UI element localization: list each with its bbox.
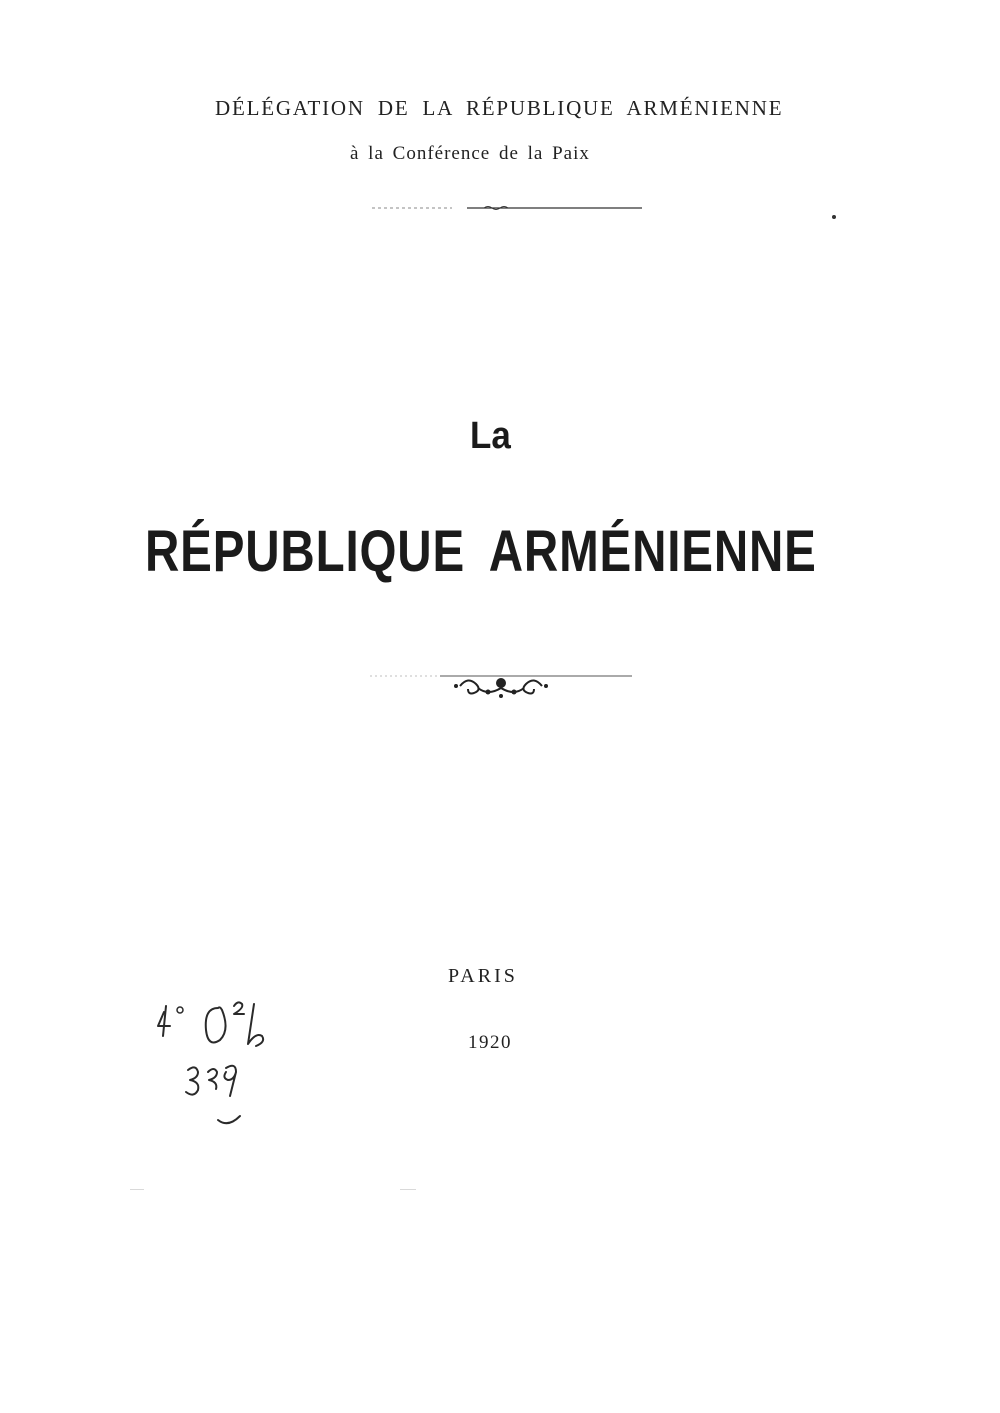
conference-subheading: à la Conférence de la Paix [350,143,590,164]
title-article: La [470,415,511,457]
handwritten-shelfmark [150,990,300,1140]
print-speck [832,215,836,219]
margin-mark-left [130,1189,144,1190]
delegation-heading: DÉLÉGATION DE LA RÉPUBLIQUE ARMÉNIENNE [215,96,784,120]
page-title: RÉPUBLIQUE ARMÉNIENNE [145,519,817,584]
imprint-year: 1920 [468,1032,512,1053]
top-rule-divider [372,205,642,211]
margin-mark-right [400,1189,416,1190]
ornament-divider [370,666,632,706]
imprint-city: PARIS [448,965,518,987]
